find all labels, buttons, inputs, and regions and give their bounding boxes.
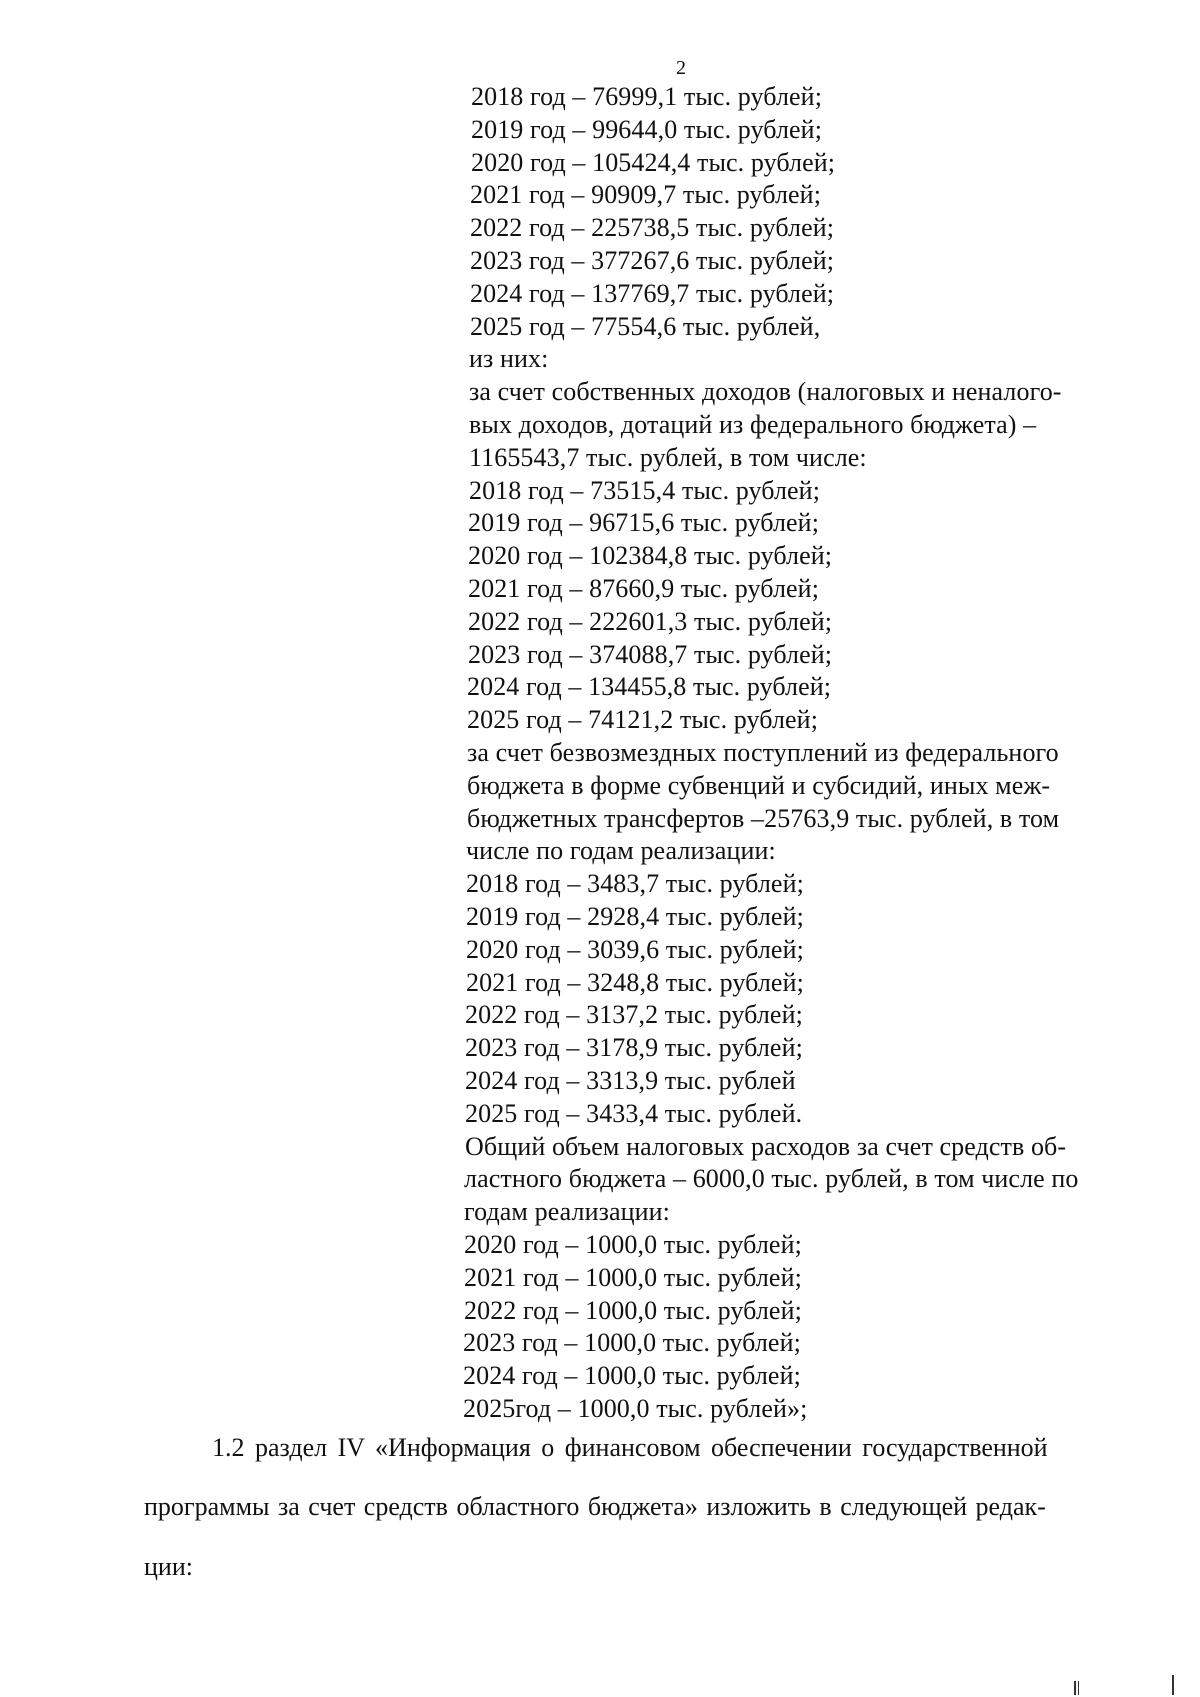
text-line: 2020 год – 102384,8 тыс. рублей; bbox=[468, 541, 833, 570]
text-line: Общий объем налоговых расходов за счет средств об- bbox=[465, 1132, 1067, 1161]
text-line: 2018 год – 3483,7 тыс. рублей; bbox=[466, 869, 804, 898]
text-line: за счет безвозмездных поступлений из федерального bbox=[467, 738, 1059, 767]
text-line: 2020 год – 105424,4 тыс. рублей; bbox=[471, 148, 836, 177]
text-line: 2024 год – 1000,0 тыс. рублей; bbox=[463, 1361, 801, 1390]
paragraph-line-1: 1.2 раздел IV «Информация о финансовом обеспечении государственной bbox=[212, 1433, 1048, 1462]
text-line: бюджетных трансфертов –25763,9 тыс. рублей, в том bbox=[467, 804, 1060, 833]
text-line: числе по годам реализации: bbox=[466, 836, 776, 865]
paragraph-line-3: ции: bbox=[144, 1552, 193, 1581]
text-line: 2020 год – 3039,6 тыс. рублей; bbox=[466, 935, 804, 964]
text-line: 2025 год – 74121,2 тыс. рублей; bbox=[467, 705, 819, 734]
paragraph-line-2: программы за счет средств областного бюджета» изложить в следующей редак- bbox=[144, 1492, 1046, 1521]
scan-artifact bbox=[1172, 1675, 1174, 1695]
text-line: 2022 год – 3137,2 тыс. рублей; bbox=[465, 1000, 803, 1029]
page-number: 2 bbox=[676, 57, 686, 79]
text-line: 2024 год – 137769,7 тыс. рублей; bbox=[470, 279, 835, 308]
text-line: 1165543,7 тыс. рублей, в том числе: bbox=[469, 443, 867, 472]
text-line: 2023 год – 377267,6 тыс. рублей; bbox=[470, 246, 835, 275]
scan-artifact bbox=[1074, 1681, 1076, 1695]
text-line: 2023 год – 1000,0 тыс. рублей; bbox=[463, 1328, 801, 1357]
text-line: ластного бюджета – 6000,0 тыс. рублей, в том числе по bbox=[464, 1164, 1079, 1193]
text-line: 2021 год – 90909,7 тыс. рублей; bbox=[470, 180, 822, 209]
text-line: 2024 год – 134455,8 тыс. рублей; bbox=[467, 672, 832, 701]
text-line: 2022 год – 1000,0 тыс. рублей; bbox=[464, 1296, 802, 1325]
text-line: за счет собственных доходов (налоговых и неналого- bbox=[469, 377, 1062, 406]
text-line: 2025 год – 3433,4 тыс. рублей. bbox=[465, 1099, 803, 1128]
text-line: из них: bbox=[469, 344, 549, 373]
text-line: 2023 год – 3178,9 тыс. рублей; bbox=[465, 1033, 803, 1062]
text-line: бюджета в форме субвенций и субсидий, иных меж- bbox=[467, 771, 1051, 800]
text-line: 2021 год – 1000,0 тыс. рублей; bbox=[464, 1263, 802, 1292]
text-line: 2018 год – 73515,4 тыс. рублей; bbox=[469, 476, 821, 505]
text-line: 2021 год – 3248,8 тыс. рублей; bbox=[466, 968, 804, 997]
text-line: 2025 год – 77554,6 тыс. рублей, bbox=[470, 312, 821, 341]
text-line: 2019 год – 96715,6 тыс. рублей; bbox=[468, 508, 820, 537]
text-line: 2019 год – 2928,4 тыс. рублей; bbox=[466, 902, 804, 931]
text-line: 2025год – 1000,0 тыс. рублей»; bbox=[463, 1394, 808, 1423]
text-line: 2024 год – 3313,9 тыс. рублей bbox=[465, 1066, 796, 1095]
text-line: 2022 год – 222601,3 тыс. рублей; bbox=[468, 607, 833, 636]
text-line: 2018 год – 76999,1 тыс. рублей; bbox=[471, 82, 823, 111]
text-line: 2021 год – 87660,9 тыс. рублей; bbox=[468, 574, 820, 603]
text-line: 2020 год – 1000,0 тыс. рублей; bbox=[464, 1230, 802, 1259]
text-line: 2023 год – 374088,7 тыс. рублей; bbox=[468, 640, 833, 669]
text-line: 2019 год – 99644,0 тыс. рублей; bbox=[471, 115, 823, 144]
text-line: 2022 год – 225738,5 тыс. рублей; bbox=[470, 213, 835, 242]
scan-artifact bbox=[1078, 1681, 1079, 1695]
text-line: вых доходов, дотаций из федерального бюджета) – bbox=[469, 410, 1037, 439]
text-line: годам реализации: bbox=[464, 1197, 670, 1226]
